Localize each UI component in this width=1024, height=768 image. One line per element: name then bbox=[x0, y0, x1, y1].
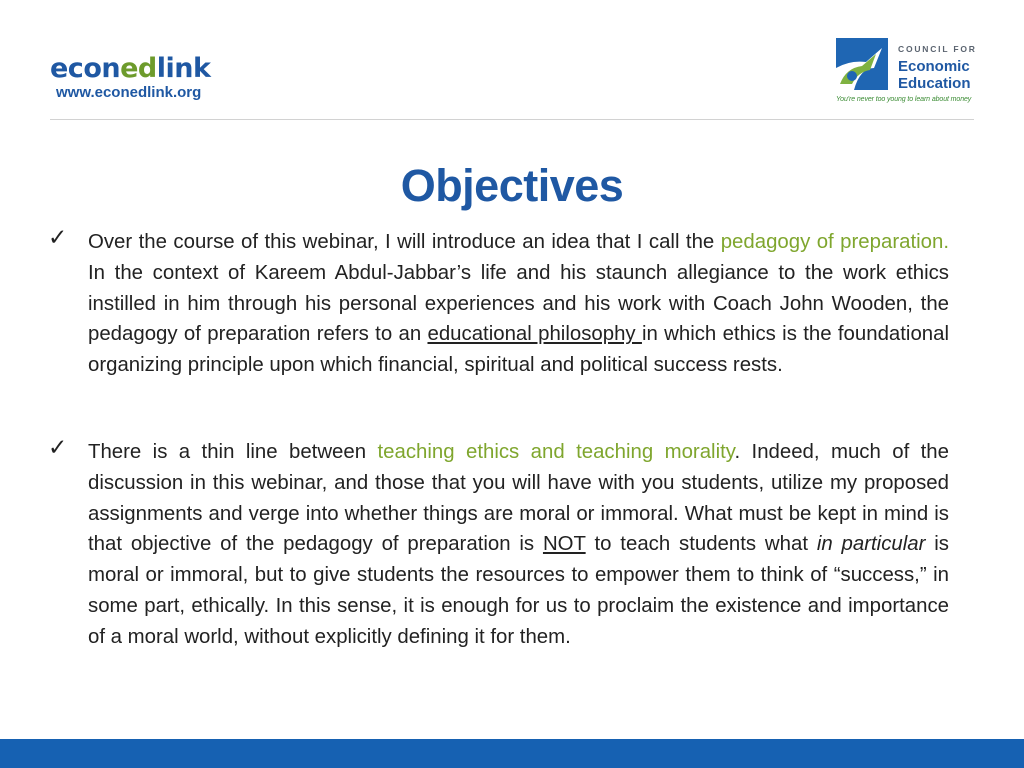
footer-bar bbox=[0, 739, 1024, 768]
council-for-economic-education-logo bbox=[836, 38, 986, 110]
cee-emblem-icon bbox=[836, 38, 888, 90]
cee-council-for: COUNCIL FOR bbox=[898, 44, 977, 54]
cee-tagline: You're never too young to learn about money bbox=[836, 96, 972, 103]
highlight-ethics-and-morality: teaching ethics and teaching morality bbox=[377, 441, 735, 463]
cee-education: Education bbox=[898, 75, 971, 92]
italic-in-particular: in particular bbox=[816, 533, 926, 556]
objective-bullet-1: ✓ Over the course of this webinar, I will introduce an idea that I call the pedagogy of preparation. In the context of Kareem Abdul-Jabbar’s life and his staunch allegiance to the work ethics instilled in him through his personal experiences and his work with Coach John Wooden, the pedagogy of preparation refers to an educational philosophy in which ethics is the foundational organizing principle upon which financial, spiritual and political success rests. bbox=[48, 224, 949, 377]
slide-title: Objectives bbox=[400, 160, 624, 211]
objective-bullet-2: ✓ There is a thin line between teaching ethics and teaching morality. Indeed, much of the discussion in this webinar, and those that you will have with you students, utilize my proposed assignments and verge into whether things are moral or immoral. What must be kept in mind is that objective of the pedagogy of preparation is NOT to teach students what in particular is moral or immoral, but to give students the resources to empower them to think of “success,” in some part, ethically. In this sense, it is enough for us to proclaim the existence and importance of a moral world, without explicitly defining it for them. bbox=[48, 434, 949, 648]
highlight-pedagogy-of-preparation: pedagogy of preparation. bbox=[720, 231, 949, 253]
checkmark-icon: ✓ bbox=[48, 224, 68, 250]
header-divider bbox=[50, 119, 974, 120]
underlined-educational-philosophy: educational philosophy bbox=[427, 323, 642, 346]
underlined-not: NOT bbox=[542, 533, 586, 556]
econedlink-url: www.econedlink.org bbox=[56, 84, 202, 101]
checkmark-icon: ✓ bbox=[48, 434, 68, 460]
cee-economic: Economic bbox=[898, 58, 970, 75]
econedlink-logo bbox=[50, 54, 210, 101]
econedlink-wordmark: econedlink bbox=[50, 53, 211, 84]
